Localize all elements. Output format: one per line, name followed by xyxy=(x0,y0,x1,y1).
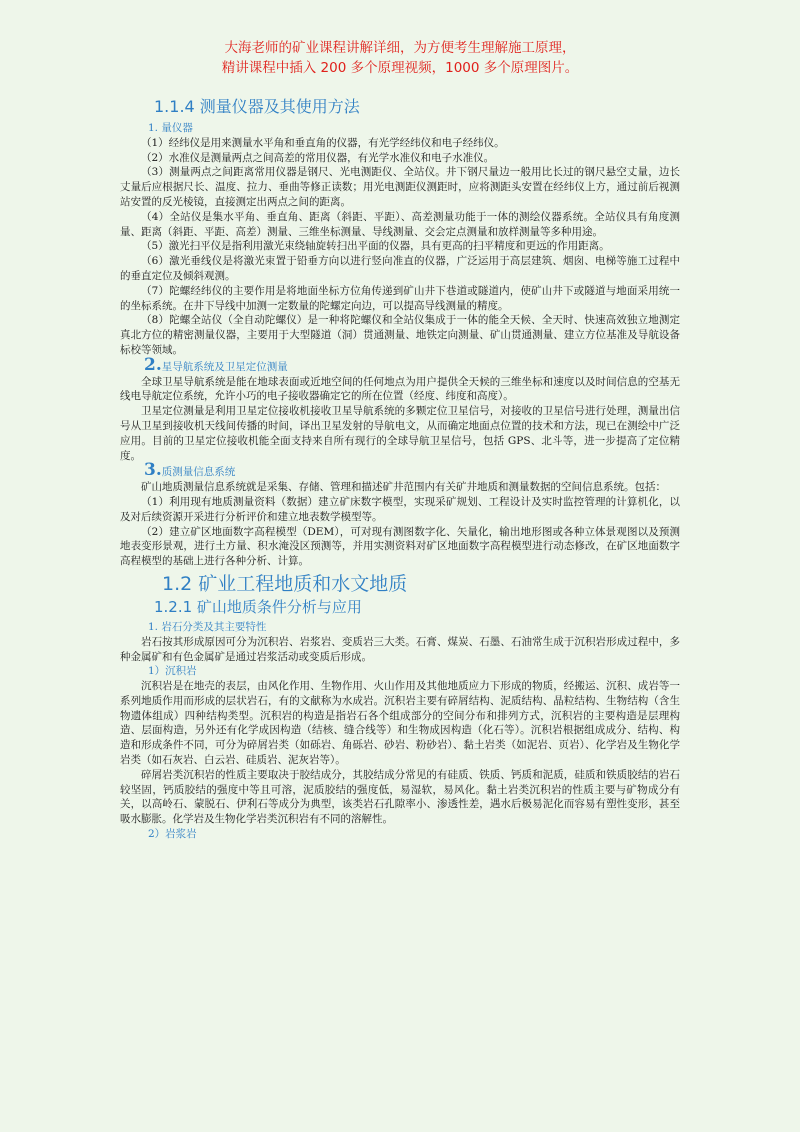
banner-line-2: 精讲课程中插入 200 多个原理视频，1000 多个原理图片。 xyxy=(221,60,579,76)
section-1-2-1-title: 1.2.1 矿山地质条件分析与应用 xyxy=(154,597,362,616)
paragraph: （3）测量两点之间距离常用仪器是钢尺、光电测距仪、全站仪。井下钢尺量边一般用比长过的钢尺悬空丈量，边长丈量后应根据尺长、温度、拉力、垂曲等修正读数；用光电测距仪测距时，应将测距头安置在经纬仪上方，通过前后视测站安置的反光棱镜，直接测定出两点之间的距离。 xyxy=(120,166,680,208)
section-1-1-4-title: 1.1.4 测量仪器及其使用方法 xyxy=(154,97,360,116)
paragraph: （6）激光垂线仪是将激光束置于铅垂方向以进行竖向准直的仪器，广泛运用于高层建筑、烟囱、电梯等施工过程中的垂直定位及倾斜观测。 xyxy=(120,255,680,282)
subsection-satellite xyxy=(144,354,680,375)
paragraph: 矿山地质测量信息系统就是采集、存储、管理和描述矿井范围内有关矿井地质和测量数据的空间信息系统。包括： xyxy=(141,481,666,494)
subsection-info-system xyxy=(144,460,680,481)
paragraph: 沉积岩是在地壳的表层，由风化作用、生物作用、火山作用及其他地质应力下形成的物质，经搬运、沉积、成岩等一系列地质作用而形成的层状岩石，有的文献称为水成岩。沉积岩主要有碎屑结构、泥质结构、晶粒结构、生物结构（含生物遗体组成）四种结构类型。沉积岩的构造是指岩石各个组成部分的空间分布和排列方式，沉积岩的主要构造是层理构造、层面构造，另外还有化学成因构造（结核、缝合线等）和生物成因构造（化石等）。沉积岩根据组成成分、结构、构造和形成条件不同，可分为碎屑岩类（如砾岩、角砾岩、砂岩、粉砂岩）、黏土岩类（如泥岩、页岩）、化学岩及生物化学岩类（如石灰岩、白云岩、硅质岩、泥灰岩等）。 xyxy=(120,680,680,767)
paragraph: （2）建立矿区地面数字高程模型（DEM），可对现有测图数字化、矢量化，输出地形图或各种立体景观图以及预测地表变形景观，进行土方量、积水淹没区预测等，并用实测资料对矿区地面数字高程模型进行动态修改，在矿区地面数字高程模型的基础上进行各种分析、计算。 xyxy=(120,525,680,568)
subsection-igneous-rock: 2）岩浆岩 xyxy=(148,828,197,841)
paragraph: （2）水准仪是测量两点之间高差的常用仪器，有光学水准仪和电子水准仪。 xyxy=(141,151,495,164)
paragraph: （8）陀螺全站仪（全自动陀螺仪）是一种将陀螺仪和全站仪集成于一体的能全天候、全天时、快速高效独立地测定真北方位的精密测量仪器，主要用于大型隧道（洞）贯通测量、地铁定向测量、矿山贯通测量、建立方位基准及导航设备标校等领域。 xyxy=(120,314,680,356)
subsection-instruments: 1. 量仪器 xyxy=(148,122,193,134)
paragraph: （7）陀螺经纬仪的主要作用是将地面坐标方位角传递到矿山井下巷道或隧道内，使矿山井下或隧道与地面采用统一的坐标系统。在井下导线中加测一定数量的陀螺定向边，可以提高导线测量的精度。 xyxy=(120,284,680,312)
paragraph: （4）全站仪是集水平角、垂直角、距离（斜距、平距）、高差测量功能于一体的测绘仪器系统。全站仪具有角度测量、距离（斜距、平距、高差）测量、三维坐标测量、导线测量、交会定点测量和放样测量等多种用途。 xyxy=(120,210,680,238)
banner-line-1: 大海老师的矿业课程讲解详细，为方便考生理解施工原理， xyxy=(224,40,576,56)
paragraph: 卫星定位测量是利用卫星定位接收机接收卫星导航系统的多颗定位卫星信号，对接收的卫星信号进行处理，测量出信号从卫星到接收机天线间传播的时间，译出卫星发射的导航电文，从而确定地面点位置的技术和方法，现已在测绘中广泛应用。目前的卫星定位接收机能全面支持来自所有现行的全球导航卫星信号，包括 GPS、北斗等，进一步提高了定位精度。 xyxy=(120,405,680,462)
paragraph: 碎屑岩类沉积岩的性质主要取决于胶结成分，其胶结成分常见的有硅质、铁质、钙质和泥质，硅质和铁质胶结的岩石较坚固，钙质胶结的强度中等且可溶，泥质胶结的强度低，易湿软，易风化。黏土岩类沉积岩的性质主要与矿物成分有关，以高岭石、蒙脱石、伊利石等成分为典型，该类岩石孔隙率小、渗透性差，遇水后极易泥化而容易有塑性变形，甚至吸水膨胀。化学岩及生物化学岩类沉积岩有不同的溶解性。 xyxy=(120,768,680,826)
paragraph: （1）利用现有地质测量资料（数据）建立矿床数字模型，实现采矿规划、工程设计及实时监控管理的计算机化，以及对后续资源开采进行分析评价和建立地表数学模型等。 xyxy=(120,495,680,523)
document-content xyxy=(120,96,680,842)
subsection-rock-classification: 1. 岩石分类及其主要特性 xyxy=(148,620,267,633)
paragraph: （5）激光扫平仪是指利用激光束绕轴旋转扫出平面的仪器，具有更高的扫平精度和更远的作用距离。 xyxy=(141,240,610,253)
subsection-label: 质测量信息系统 xyxy=(161,466,236,479)
promo-banner xyxy=(0,38,800,78)
subsection-number: 2. xyxy=(144,354,162,375)
section-1-2-title: 1.2 矿业工程地质和水文地质 xyxy=(162,572,408,595)
paragraph: 全球卫星导航系统是能在地球表面或近地空间的任何地点为用户提供全天候的三维坐标和速度以及时间信息的空基无线电导航定位系统，允许小巧的电子接收器确定它的所在位置（经度、纬度和高度）。 xyxy=(120,375,680,403)
subsection-label: 星导航系统及卫星定位测量 xyxy=(161,360,288,373)
subsection-number: 3. xyxy=(144,460,162,481)
subsection-sedimentary-rock: 1）沉积岩 xyxy=(148,665,197,678)
paragraph: 岩石按其形成原因可分为沉积岩、岩浆岩、变质岩三大类。石膏、煤炭、石墨、石油常生成于沉积岩形成过程中，多种金属矿和有色金属矿是通过岩浆活动或变质后形成。 xyxy=(120,635,680,663)
paragraph: （1）经纬仪是用来测量水平角和垂直角的仪器，有光学经纬仪和电子经纬仪。 xyxy=(141,136,505,149)
